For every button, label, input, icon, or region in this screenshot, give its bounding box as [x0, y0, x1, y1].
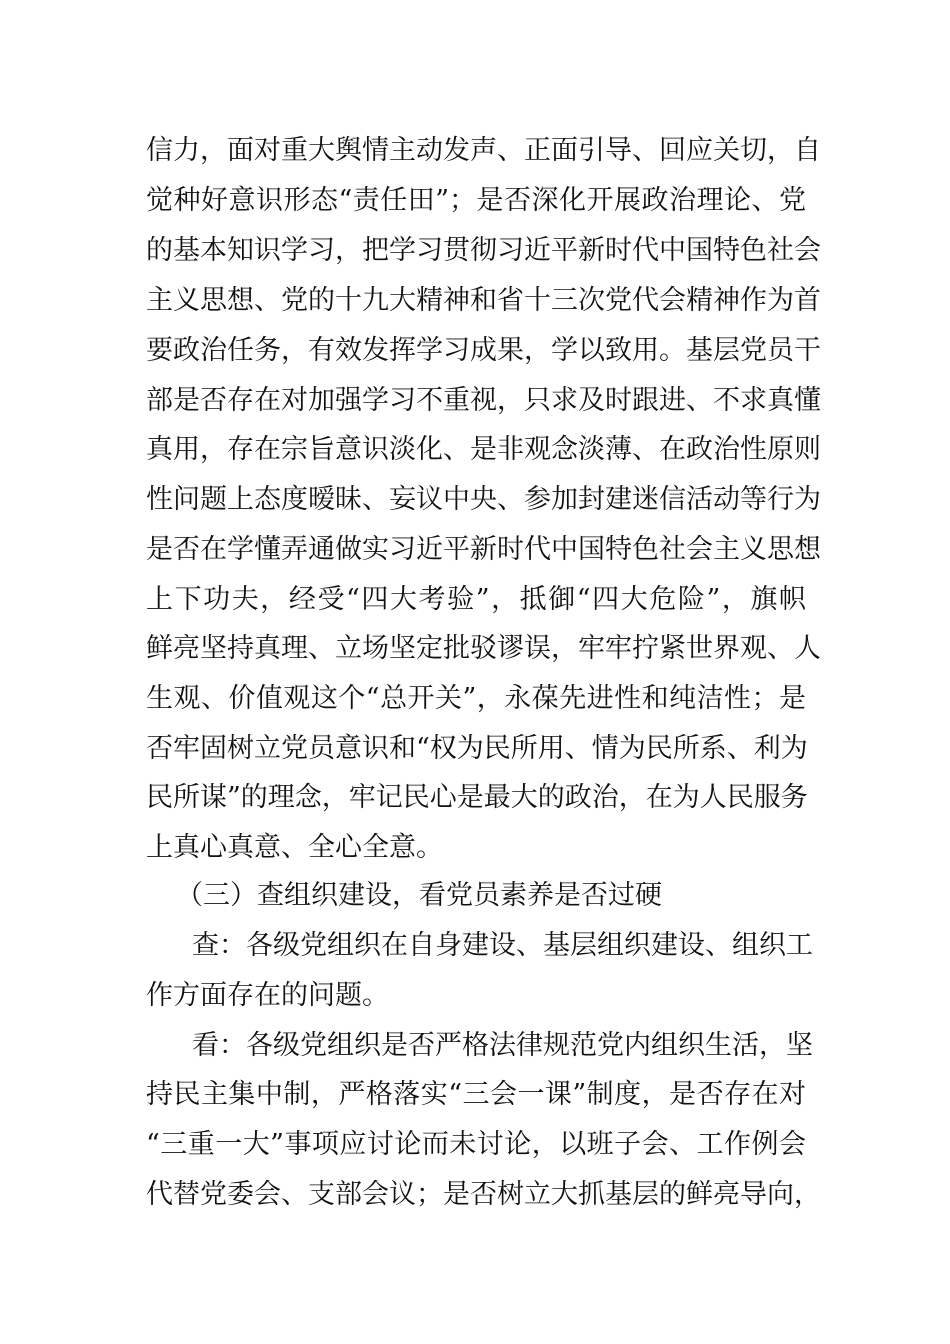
text-line: 代替党委会、支部会议；是否树立大抓基层的鲜亮导向，: [146, 1179, 821, 1210]
text-line: 的基本知识学习，把学习贯彻习近平新时代中国特色社会: [146, 235, 821, 266]
text-line: 否牢固树立党员意识和“权为民所用、情为民所系、利为: [146, 733, 808, 764]
paragraph-start-line: 查：各级党组织在自身建设、基层组织建设、组织工: [192, 930, 813, 961]
paragraph-start-line: 看：各级党组织是否严格法律规范党内组织生活，坚: [192, 1030, 813, 1061]
text-line: 觉种好意识形态“责任田”；是否深化开展政治理论、党: [146, 185, 806, 216]
text-line: 作方面存在的问题。: [146, 980, 389, 1011]
text-line: 性问题上态度暧昧、妄议中央、参加封建迷信活动等行为: [146, 484, 821, 515]
text-line: “三重一大”事项应讨论而未讨论，以班子会、工作例会: [146, 1129, 806, 1160]
text-line: 持民主集中制，严格落实“三会一课”制度，是否存在对: [146, 1079, 806, 1110]
text-line: 部是否存在对加强学习不重视，只求及时跟进、不求真懂: [146, 385, 821, 416]
text-line: 上下功夫，经受“四大考验”，抵御“四大危险”，旗帜: [146, 584, 806, 615]
text-line: 信力，面对重大舆情主动发声、正面引导、回应关切，自: [146, 135, 821, 166]
text-line: 鲜亮坚持真理、立场坚定批驳谬误，牢牢拧紧世界观、人: [146, 633, 821, 664]
text-line: 要政治任务，有效发挥学习成果，学以致用。基层党员干: [146, 335, 821, 366]
section-heading: （三）查组织建设，看党员素养是否过硬: [176, 880, 662, 911]
text-line: 生观、价值观这个“总开关”，永葆先进性和纯洁性；是: [146, 683, 806, 714]
text-line: 民所谋”的理念，牢记民心是最大的政治，在为人民服务: [146, 782, 808, 813]
text-line: 是否在学懂弄通做实习近平新时代中国特色社会主义思想: [146, 534, 821, 565]
text-line: 真用，存在宗旨意识淡化、是非观念淡薄、在政治性原则: [146, 434, 821, 465]
text-line: 上真心真意、全心全意。: [146, 832, 443, 863]
text-line: 主义思想、党的十九大精神和省十三次党代会精神作为首: [146, 285, 821, 316]
